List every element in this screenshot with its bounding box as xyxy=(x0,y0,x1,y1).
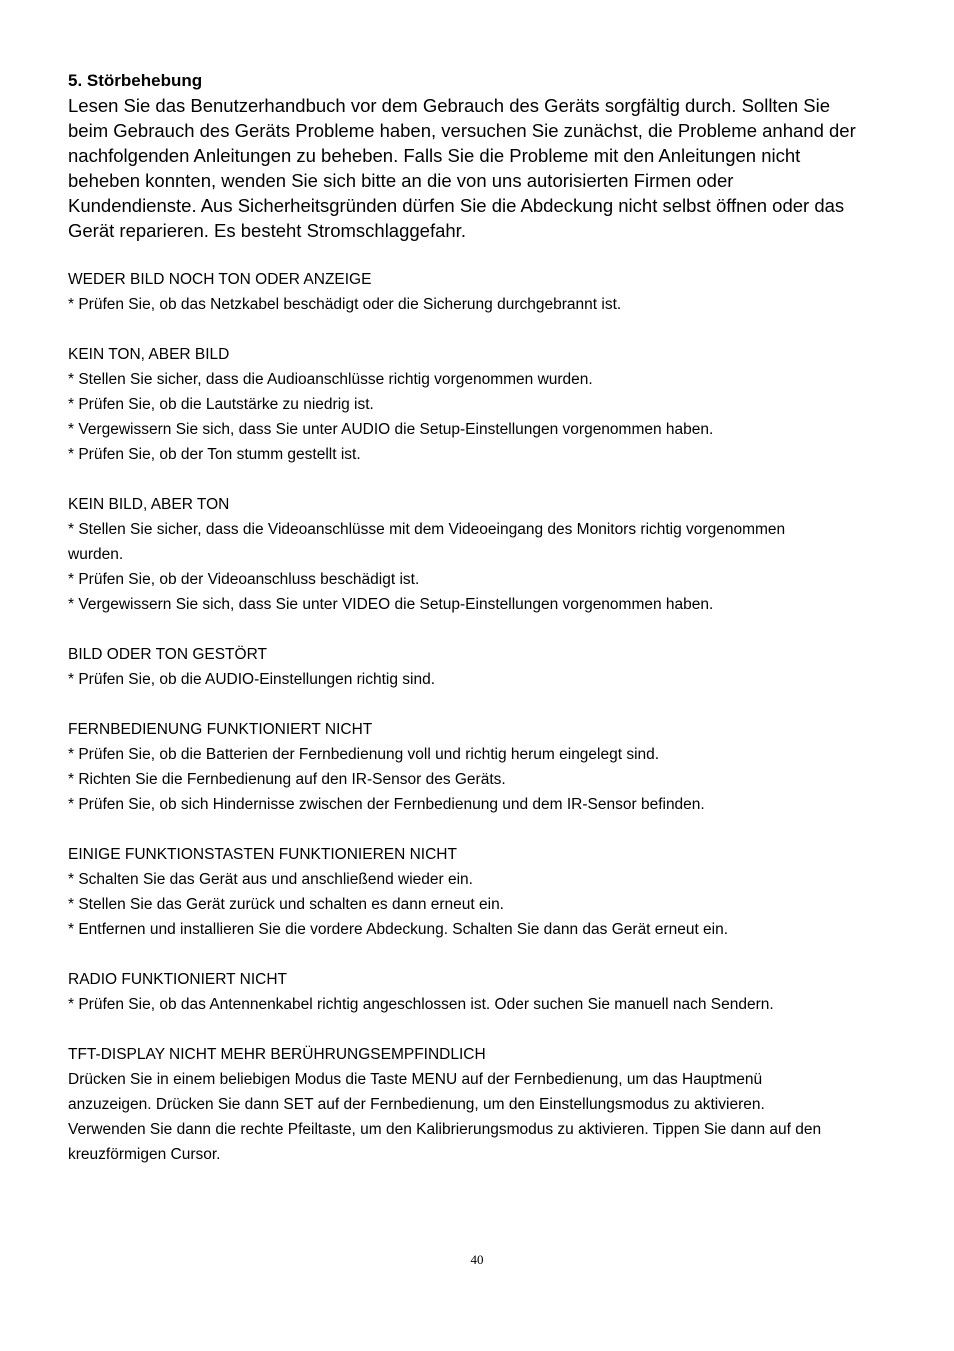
troubleshooting-section-no-picture xyxy=(68,492,898,617)
instruction-line: * Prüfen Sie, ob die Lautstärke zu niedrig ist. xyxy=(68,396,374,413)
instruction-line: kreuzförmigen Cursor. xyxy=(68,1146,221,1163)
instruction-line: * Prüfen Sie, ob der Ton stumm gestellt ist. xyxy=(68,446,361,463)
section-heading: RADIO FUNKTIONIERT NICHT xyxy=(68,971,288,988)
instruction-line: Verwenden Sie dann die rechte Pfeiltaste, um den Kalibrierungsmodus zu aktivieren. Tippen Sie dann auf den xyxy=(68,1121,822,1138)
page-number: 40 xyxy=(470,1252,484,1267)
section-heading: FERNBEDIENUNG FUNKTIONIERT NICHT xyxy=(68,721,373,738)
troubleshooting-section-no-sound xyxy=(68,342,898,467)
section-heading: KEIN TON, ABER BILD xyxy=(68,346,230,363)
instruction-line: * Entfernen und installieren Sie die vordere Abdeckung. Schalten Sie dann das Gerät erneut ein. xyxy=(68,921,729,938)
instruction-line: * Prüfen Sie, ob sich Hindernisse zwischen der Fernbedienung und dem IR-Sensor befinden. xyxy=(68,796,705,813)
instruction-line: * Vergewissern Sie sich, dass Sie unter AUDIO die Setup-Einstellungen vorgenommen haben. xyxy=(68,421,714,438)
section-heading: KEIN BILD, ABER TON xyxy=(68,496,230,513)
instruction-line: * Prüfen Sie, ob der Videoanschluss beschädigt ist. xyxy=(68,571,420,588)
intro-line: Lesen Sie das Benutzerhandbuch vor dem Gebrauch des Geräts sorgfältig durch. Sollten Sie xyxy=(68,95,831,116)
section-heading: BILD ODER TON GESTÖRT xyxy=(68,646,267,663)
instruction-line: * Prüfen Sie, ob das Netzkabel beschädigt oder die Sicherung durchgebrannt ist. xyxy=(68,296,622,313)
instruction-line: wurden. xyxy=(68,546,124,563)
troubleshooting-section-function-keys xyxy=(68,842,898,942)
intro-line: nachfolgenden Anleitungen zu beheben. Falls Sie die Probleme mit den Anleitungen nicht xyxy=(68,145,801,166)
section-heading: WEDER BILD NOCH TON ODER ANZEIGE xyxy=(68,271,372,288)
section-heading: TFT-DISPLAY NICHT MEHR BERÜHRUNGSEMPFINDLICH xyxy=(68,1046,486,1063)
troubleshooting-section-disturbed xyxy=(68,642,898,692)
section-title: 5. Störbehebung xyxy=(68,71,203,90)
instruction-line: * Stellen Sie sicher, dass die Audioanschlüsse richtig vorgenommen wurden. xyxy=(68,371,593,388)
troubleshooting-section-radio xyxy=(68,967,898,1017)
intro-line: Gerät reparieren. Es besteht Stromschlaggefahr. xyxy=(68,220,466,241)
instruction-line: * Richten Sie die Fernbedienung auf den IR-Sensor des Geräts. xyxy=(68,771,506,788)
instruction-line: * Prüfen Sie, ob die AUDIO-Einstellungen richtig sind. xyxy=(68,671,436,688)
troubleshooting-section-tft-display xyxy=(68,1042,898,1167)
instruction-line: * Prüfen Sie, ob die Batterien der Fernbedienung voll und richtig herum eingelegt sind. xyxy=(68,746,660,763)
instruction-line: * Prüfen Sie, ob das Antennenkabel richtig angeschlossen ist. Oder suchen Sie manuell nach Sendern. xyxy=(68,996,774,1013)
instruction-line: Drücken Sie in einem beliebigen Modus die Taste MENU auf der Fernbedienung, um das Hauptmenü xyxy=(68,1071,763,1088)
instruction-line: * Schalten Sie das Gerät aus und anschließend wieder ein. xyxy=(68,871,473,888)
intro-line: beim Gebrauch des Geräts Probleme haben, versuchen Sie zunächst, die Probleme anhand der xyxy=(68,120,856,141)
troubleshooting-section-no-picture-sound-display xyxy=(68,267,898,317)
document-page xyxy=(68,68,898,1167)
instruction-line: anzuzeigen. Drücken Sie dann SET auf der Fernbedienung, um den Einstellungsmodus zu aktivieren. xyxy=(68,1096,765,1113)
instruction-line: * Vergewissern Sie sich, dass Sie unter VIDEO die Setup-Einstellungen vorgenommen haben. xyxy=(68,596,714,613)
intro-line: beheben konnten, wenden Sie sich bitte an die von uns autorisierten Firmen oder xyxy=(68,170,734,191)
section-heading: EINIGE FUNKTIONSTASTEN FUNKTIONIEREN NICHT xyxy=(68,846,457,863)
troubleshooting-section-remote-control xyxy=(68,717,898,817)
instruction-line: * Stellen Sie sicher, dass die Videoanschlüsse mit dem Videoeingang des Monitors richtig vorgenommen xyxy=(68,521,786,538)
intro-line: Kundendienste. Aus Sicherheitsgründen dürfen Sie die Abdeckung nicht selbst öffnen oder das xyxy=(68,195,845,216)
intro-paragraph xyxy=(68,93,898,243)
instruction-line: * Stellen Sie das Gerät zurück und schalten es dann erneut ein. xyxy=(68,896,504,913)
